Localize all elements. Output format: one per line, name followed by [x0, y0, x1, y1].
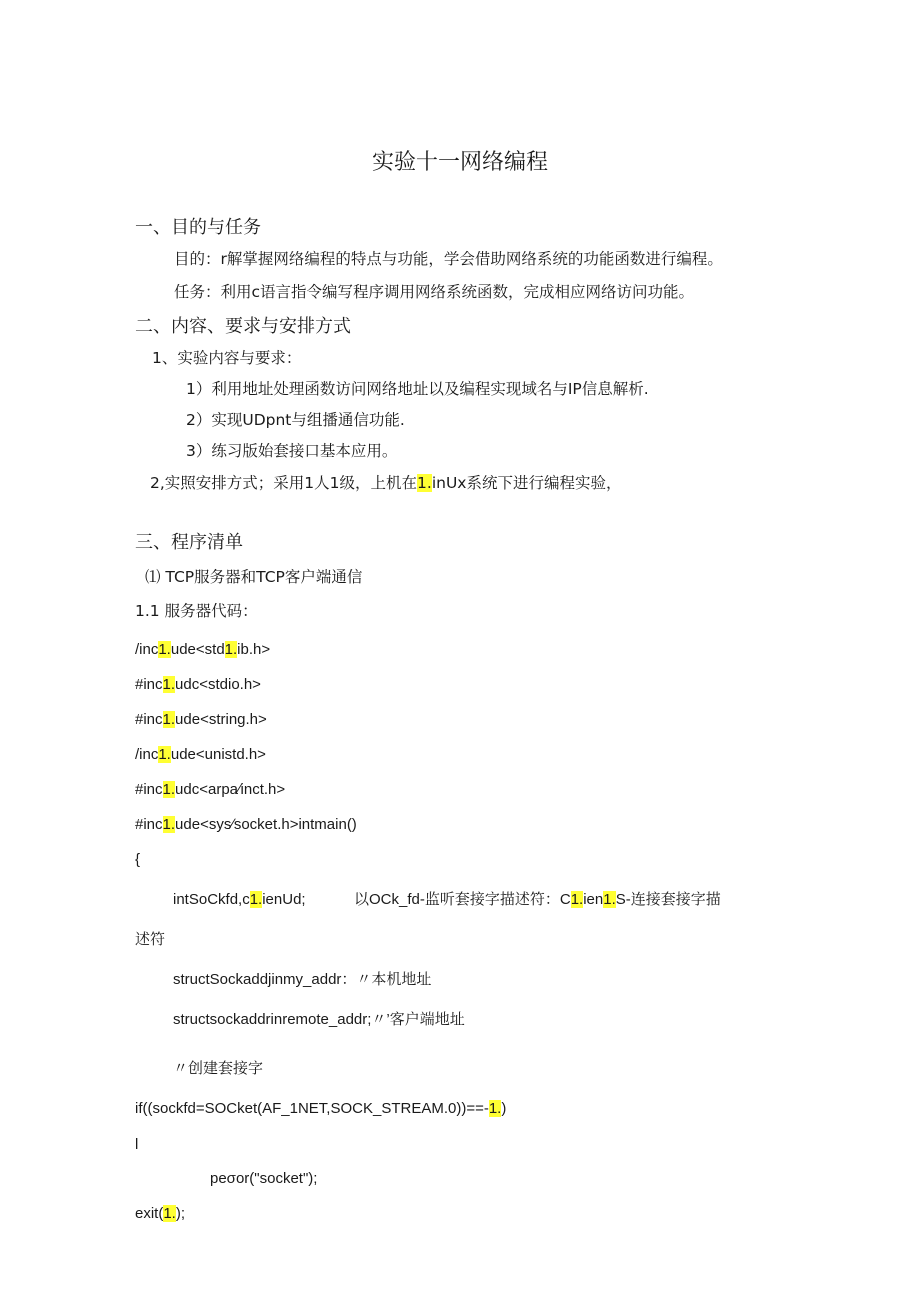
content-subitem-3: 3）练习版始套接口基本应用。	[186, 442, 398, 460]
section-heading-purpose: 一、目的与任务	[135, 217, 261, 238]
code-line-include-unistd: /inc1.ude<unistd.h>	[135, 746, 266, 763]
purpose-text: 目的：r解掌握网络编程的特点与功能，学会借助网络系统的功能函数进行编程。	[174, 250, 723, 268]
code-line-struct-my-addr: structSockaddjinmy_addr：〃本机地址	[173, 971, 432, 988]
content-subitem-2: 2）实现UDpnt与组播通信功能.	[186, 411, 405, 429]
content-item-2: 2,实照安排方式；采用1人1级，上机在1.inUx系统下进行编程实验，	[150, 474, 622, 492]
content-item-1: 1、实验内容与要求：	[152, 349, 302, 367]
code-line-brace: l	[135, 1136, 139, 1153]
program-subheading: ⑴ TCP服务器和TCP客户端通信	[145, 568, 363, 586]
server-code-label: 1.1 服务器代码：	[135, 602, 258, 620]
code-comment-fd: 以OCk_fd-监听套接字描述符：C1.ien1.S-连接套接字描	[354, 891, 721, 908]
code-line-declare-fd: intSoCkfd,c1.ienUd;	[173, 891, 306, 908]
content-subitem-1: 1）利用地址处理函数访问网络地址以及编程实现域名与IP信息解析.	[186, 380, 649, 398]
section-heading-program: 三、程序清单	[135, 532, 243, 553]
code-comment-fd-cont: 述符	[135, 931, 166, 948]
code-line-include-arpa: #inc1.udc<arpa∕inct.h>	[135, 781, 286, 798]
code-line-if-socket: if((sockfd=SOCket(AF_1NET,SOCK_STREAM.0))==-1.)	[135, 1100, 507, 1117]
task-text: 任务：利用c语言指令编写程序调用网络系统函数，完成相应网络访问功能。	[174, 283, 695, 301]
section-heading-content: 二、内容、要求与安排方式	[135, 316, 351, 337]
code-line-include-stdlib: /inc1.ude<std1.ib.h>	[135, 641, 271, 658]
code-line-include-stdio: #inc1.udc<stdio.h>	[135, 676, 261, 693]
code-line-perror: peσor("socket");	[210, 1170, 318, 1187]
code-line-open-brace: {	[135, 851, 141, 868]
page-title: 实验十一网络编程	[371, 150, 548, 175]
code-line-include-string: #inc1.ude<string.h>	[135, 711, 267, 728]
code-comment-create-socket: 〃创建套接字	[173, 1060, 264, 1077]
code-line-include-socket: #inc1.ude<sys∕socket.h>intmain()	[135, 816, 357, 833]
code-line-exit: exit(1.);	[135, 1205, 186, 1222]
code-line-struct-remote-addr: structsockaddrinremote_addr;〃’客户端地址	[173, 1011, 465, 1028]
